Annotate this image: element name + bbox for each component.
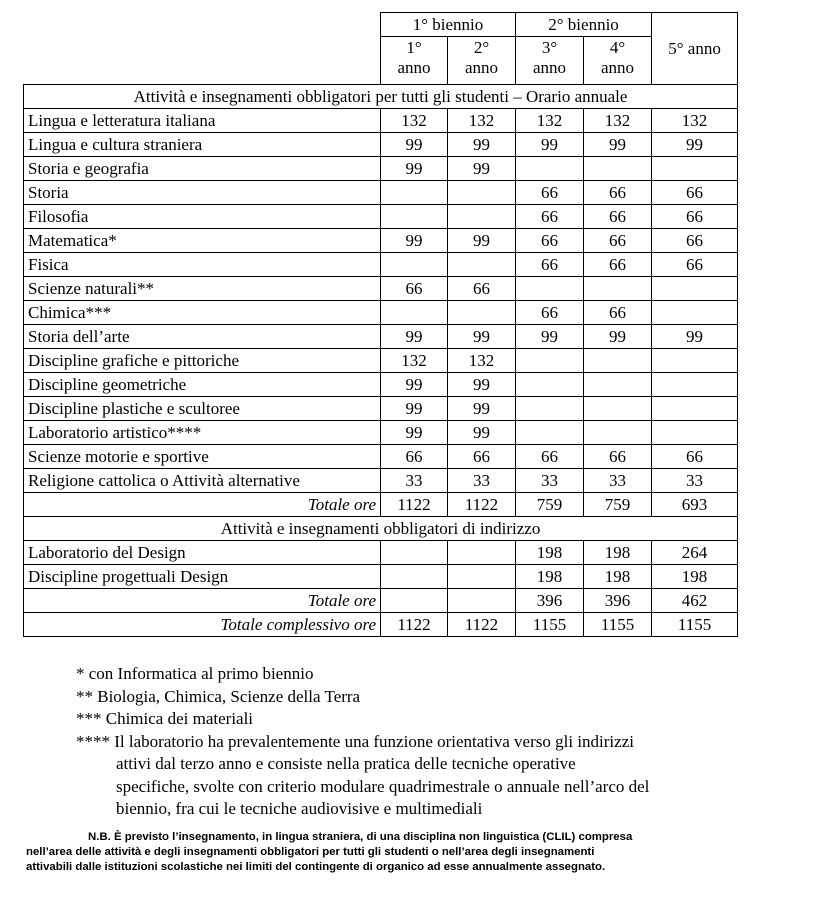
- hours-cell: [652, 349, 738, 373]
- hours-cell: 33: [584, 469, 652, 493]
- hours-cell: [381, 253, 448, 277]
- grand-total-row: [24, 613, 738, 637]
- footnote-4-line-4: biennio, fra cui le tecniche audiovisive e multimediali: [116, 799, 483, 818]
- hours-cell: 132: [381, 109, 448, 133]
- hours-cell: [652, 277, 738, 301]
- table-row: [24, 205, 738, 229]
- footnotes: [76, 663, 649, 821]
- total-cell: 462: [652, 589, 738, 613]
- curriculum-table: [23, 12, 738, 637]
- hours-cell: [381, 541, 448, 565]
- nb-line-1: N.B. È previsto l’insegnamento, in lingua straniera, di una disciplina non linguistica (CLIL) compresa: [88, 831, 633, 843]
- subject-cell: Laboratorio artistico****: [24, 421, 381, 445]
- subject-cell: Filosofia: [24, 205, 381, 229]
- total-row: [24, 493, 738, 517]
- total-cell: 1122: [381, 613, 448, 637]
- hours-cell: 66: [516, 205, 584, 229]
- hours-cell: 99: [381, 157, 448, 181]
- hours-cell: 66: [584, 229, 652, 253]
- hours-cell: 99: [381, 397, 448, 421]
- total-cell: 759: [516, 493, 584, 517]
- table-row: [24, 157, 738, 181]
- hours-cell: [381, 205, 448, 229]
- hours-cell: 99: [584, 133, 652, 157]
- total-row-label: Totale ore: [24, 589, 381, 613]
- hours-cell: 66: [381, 277, 448, 301]
- subject-cell: Storia: [24, 181, 381, 205]
- total-cell: 396: [584, 589, 652, 613]
- hours-cell: 66: [584, 445, 652, 469]
- hours-cell: [448, 301, 516, 325]
- hours-cell: [381, 181, 448, 205]
- hours-cell: [448, 565, 516, 589]
- hours-cell: 99: [652, 325, 738, 349]
- table-row: [24, 109, 738, 133]
- hours-cell: 198: [584, 565, 652, 589]
- footnote-1: * con Informatica al primo biennio: [76, 664, 314, 683]
- footnote-4-line-2: attivi dal terzo anno e consiste nella pratica delle tecniche operative: [116, 754, 576, 773]
- hours-cell: [652, 373, 738, 397]
- hours-cell: 99: [448, 421, 516, 445]
- hours-cell: [381, 301, 448, 325]
- footnote-4-line-3: specifiche, svolte con criterio modulare quadrimestrale o annuale nell’arco del: [116, 776, 650, 796]
- table-row: [24, 373, 738, 397]
- subject-cell: Religione cattolica o Attività alternative: [24, 469, 381, 493]
- total-cell: 1155: [516, 613, 584, 637]
- hours-cell: 33: [652, 469, 738, 493]
- year-word: anno: [532, 58, 567, 77]
- hours-cell: 99: [448, 397, 516, 421]
- table-row: [24, 277, 738, 301]
- subject-cell: Storia e geografia: [24, 157, 381, 181]
- header-row-biennio: [24, 13, 738, 37]
- subject-cell: Lingua e letteratura italiana: [24, 109, 381, 133]
- header-year-1: [381, 37, 448, 85]
- hours-cell: 198: [516, 541, 584, 565]
- hours-cell: 264: [652, 541, 738, 565]
- hours-cell: 198: [584, 541, 652, 565]
- hours-cell: 99: [448, 229, 516, 253]
- hours-cell: 66: [584, 253, 652, 277]
- subject-cell: Fisica: [24, 253, 381, 277]
- hours-cell: 99: [584, 325, 652, 349]
- nb-note: [26, 830, 796, 875]
- hours-cell: [448, 205, 516, 229]
- hours-cell: 33: [516, 469, 584, 493]
- hours-cell: [652, 157, 738, 181]
- table-row: [24, 421, 738, 445]
- year-word: anno: [601, 58, 635, 77]
- hours-cell: 66: [516, 445, 584, 469]
- subject-cell: Lingua e cultura straniera: [24, 133, 381, 157]
- hours-cell: 99: [516, 325, 584, 349]
- header-row-years: [24, 37, 738, 85]
- total-cell: 1122: [381, 493, 448, 517]
- hours-cell: 66: [652, 253, 738, 277]
- subject-cell: Discipline progettuali Design: [24, 565, 381, 589]
- subject-cell: Scienze motorie e sportive: [24, 445, 381, 469]
- hours-cell: 198: [516, 565, 584, 589]
- subject-cell: Discipline geometriche: [24, 373, 381, 397]
- table-row: [24, 541, 738, 565]
- table-row: [24, 445, 738, 469]
- hours-cell: [448, 253, 516, 277]
- year-number: 3°: [541, 38, 558, 57]
- hours-cell: [516, 349, 584, 373]
- hours-cell: 99: [448, 325, 516, 349]
- nb-line-3: attivabili dalle istituzioni scolastiche nei limiti del contingente di organico ad esse annualmente assegnato.: [26, 861, 606, 873]
- year-word: anno: [464, 58, 499, 77]
- header-empty-cell: [24, 13, 381, 37]
- hours-cell: 66: [652, 205, 738, 229]
- total-cell: 1122: [448, 493, 516, 517]
- year-word: anno: [397, 58, 431, 77]
- table-row: [24, 397, 738, 421]
- table-row: [24, 229, 738, 253]
- hours-cell: 66: [584, 301, 652, 325]
- hours-cell: 132: [448, 349, 516, 373]
- hours-cell: [381, 565, 448, 589]
- section-title: Attività e insegnamenti obbligatori di indirizzo: [24, 517, 738, 541]
- total-cell: [448, 589, 516, 613]
- grand-total-row-label: Totale complessivo ore: [24, 613, 381, 637]
- hours-cell: 66: [448, 277, 516, 301]
- footnote-3: *** Chimica dei materiali: [76, 709, 254, 728]
- hours-cell: 198: [652, 565, 738, 589]
- hours-cell: [652, 397, 738, 421]
- header-year-4: [584, 37, 652, 85]
- table-row: [24, 469, 738, 493]
- hours-cell: 66: [516, 301, 584, 325]
- hours-cell: [584, 277, 652, 301]
- header-biennio-1: 1° biennio: [381, 13, 516, 37]
- total-row: [24, 589, 738, 613]
- hours-cell: 66: [516, 229, 584, 253]
- hours-cell: 132: [652, 109, 738, 133]
- hours-cell: 132: [516, 109, 584, 133]
- hours-cell: [584, 349, 652, 373]
- total-cell: 1155: [652, 613, 738, 637]
- total-cell: 396: [516, 589, 584, 613]
- subject-cell: Storia dell’arte: [24, 325, 381, 349]
- hours-cell: 99: [448, 157, 516, 181]
- hours-cell: 33: [381, 469, 448, 493]
- total-cell: 1155: [584, 613, 652, 637]
- hours-cell: 66: [516, 181, 584, 205]
- hours-cell: 132: [584, 109, 652, 133]
- hours-cell: [584, 157, 652, 181]
- section-header-row: [24, 85, 738, 109]
- year-number: 2°: [473, 38, 490, 57]
- header-biennio-2: 2° biennio: [516, 13, 652, 37]
- year-number: 4°: [609, 38, 626, 57]
- total-row-label: Totale ore: [24, 493, 381, 517]
- hours-cell: [516, 277, 584, 301]
- hours-cell: 99: [381, 325, 448, 349]
- hours-cell: [516, 373, 584, 397]
- subject-cell: Discipline plastiche e scultoree: [24, 397, 381, 421]
- footnote-4-line-1: **** Il laboratorio ha prevalentemente una funzione orientativa verso gli indirizzi: [76, 731, 634, 751]
- total-cell: 759: [584, 493, 652, 517]
- hours-cell: 99: [652, 133, 738, 157]
- footnote-2: ** Biologia, Chimica, Scienze della Terra: [76, 686, 361, 706]
- header-year-5: 5° anno: [652, 13, 738, 85]
- hours-cell: 66: [448, 445, 516, 469]
- hours-cell: 66: [584, 205, 652, 229]
- header-year-2: [448, 37, 516, 85]
- subject-cell: Discipline grafiche e pittoriche: [24, 349, 381, 373]
- hours-cell: [584, 397, 652, 421]
- hours-cell: 132: [381, 349, 448, 373]
- table-row: [24, 565, 738, 589]
- total-cell: 693: [652, 493, 738, 517]
- hours-cell: 66: [584, 181, 652, 205]
- hours-cell: 66: [381, 445, 448, 469]
- hours-cell: 99: [381, 421, 448, 445]
- hours-cell: [448, 541, 516, 565]
- table-row: [24, 325, 738, 349]
- table-row: [24, 253, 738, 277]
- hours-cell: [448, 181, 516, 205]
- hours-cell: [584, 421, 652, 445]
- hours-cell: [652, 421, 738, 445]
- hours-cell: 99: [448, 133, 516, 157]
- hours-cell: 99: [448, 373, 516, 397]
- hours-cell: 33: [448, 469, 516, 493]
- nb-line-2: nell’area delle attività e degli insegnamenti obbligatori per tutti gli studenti o nell’area degli insegnamenti: [26, 846, 595, 858]
- hours-cell: [652, 301, 738, 325]
- section-header-row: [24, 517, 738, 541]
- hours-cell: [516, 397, 584, 421]
- header-empty-cell: [24, 37, 381, 85]
- year-number: 1°: [406, 38, 422, 57]
- subject-cell: Laboratorio del Design: [24, 541, 381, 565]
- hours-cell: 99: [381, 373, 448, 397]
- hours-cell: [584, 373, 652, 397]
- hours-cell: 99: [381, 133, 448, 157]
- hours-cell: 66: [652, 229, 738, 253]
- section-title: Attività e insegnamenti obbligatori per tutti gli studenti – Orario annuale: [24, 85, 738, 109]
- total-cell: 1122: [448, 613, 516, 637]
- total-cell: [381, 589, 448, 613]
- hours-cell: 66: [516, 253, 584, 277]
- table-row: [24, 181, 738, 205]
- table-row: [24, 133, 738, 157]
- hours-cell: 66: [652, 181, 738, 205]
- header-year-3: [516, 37, 584, 85]
- hours-cell: [516, 157, 584, 181]
- subject-cell: Chimica***: [24, 301, 381, 325]
- hours-cell: 99: [381, 229, 448, 253]
- subject-cell: Scienze naturali**: [24, 277, 381, 301]
- hours-cell: 66: [652, 445, 738, 469]
- hours-cell: [516, 421, 584, 445]
- table-row: [24, 301, 738, 325]
- subject-cell: Matematica*: [24, 229, 381, 253]
- hours-cell: 99: [516, 133, 584, 157]
- hours-cell: 132: [448, 109, 516, 133]
- table-row: [24, 349, 738, 373]
